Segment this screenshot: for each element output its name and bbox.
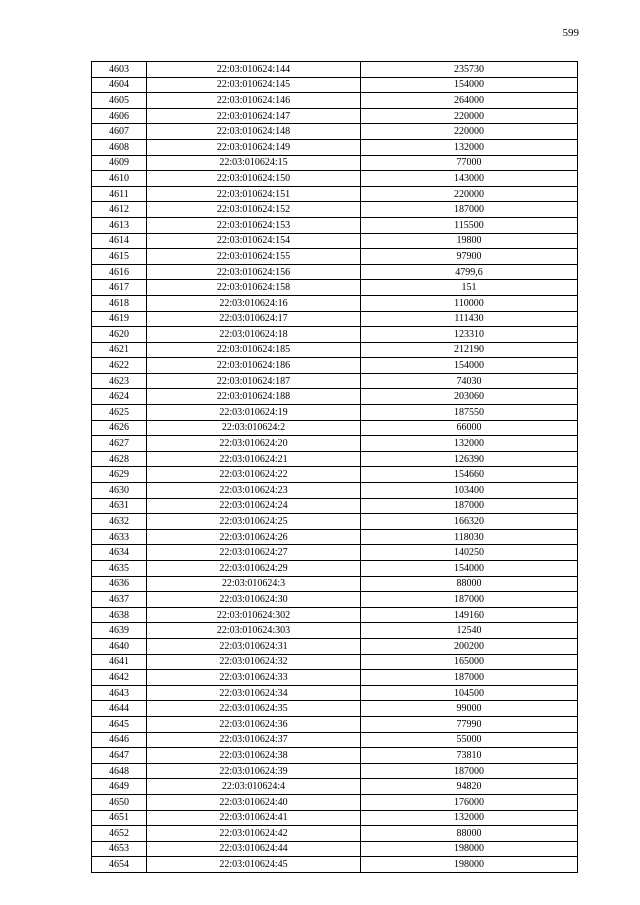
row-number-cell: 4653 (92, 841, 147, 857)
row-number-cell: 4638 (92, 607, 147, 623)
cadastral-number-cell: 22:03:010624:31 (147, 638, 361, 654)
table-row (92, 685, 578, 701)
row-number-cell: 4612 (92, 202, 147, 218)
cadastral-value-cell: 187000 (361, 670, 578, 686)
cadastral-value-cell: 55000 (361, 732, 578, 748)
cadastral-number-cell: 22:03:010624:156 (147, 264, 361, 280)
cadastral-number-cell: 22:03:010624:153 (147, 217, 361, 233)
cadastral-value-cell: 19800 (361, 233, 578, 249)
cadastral-value-cell: 110000 (361, 295, 578, 311)
cadastral-value-cell: 198000 (361, 841, 578, 857)
row-number-cell: 4645 (92, 716, 147, 732)
cadastral-value-cell: 143000 (361, 171, 578, 187)
table-row (92, 841, 578, 857)
table-row (92, 373, 578, 389)
cadastral-value-cell: 187000 (361, 763, 578, 779)
cadastral-value-cell: 126390 (361, 451, 578, 467)
row-number-cell: 4636 (92, 576, 147, 592)
cadastral-number-cell: 22:03:010624:303 (147, 623, 361, 639)
row-number-cell: 4634 (92, 545, 147, 561)
row-number-cell: 4613 (92, 217, 147, 233)
row-number-cell: 4643 (92, 685, 147, 701)
cadastral-value-cell: 154660 (361, 467, 578, 483)
cadastral-number-cell: 22:03:010624:152 (147, 202, 361, 218)
cadastral-number-cell: 22:03:010624:4 (147, 779, 361, 795)
cadastral-number-cell: 22:03:010624:37 (147, 732, 361, 748)
cadastral-number-cell: 22:03:010624:25 (147, 514, 361, 530)
cadastral-value-cell: 264000 (361, 93, 578, 109)
table-row (92, 93, 578, 109)
cadastral-number-cell: 22:03:010624:154 (147, 233, 361, 249)
row-number-cell: 4647 (92, 748, 147, 764)
cadastral-value-cell: 132000 (361, 810, 578, 826)
cadastral-value-cell: 187550 (361, 405, 578, 421)
row-number-cell: 4649 (92, 779, 147, 795)
cadastral-number-cell: 22:03:010624:147 (147, 108, 361, 124)
cadastral-value-cell: 187000 (361, 592, 578, 608)
cadastral-number-cell: 22:03:010624:27 (147, 545, 361, 561)
table-row (92, 171, 578, 187)
row-number-cell: 4618 (92, 295, 147, 311)
table-row (92, 623, 578, 639)
cadastral-number-cell: 22:03:010624:30 (147, 592, 361, 608)
cadastral-value-cell: 111430 (361, 311, 578, 327)
cadastral-value-cell: 220000 (361, 108, 578, 124)
row-number-cell: 4603 (92, 62, 147, 78)
table-row (92, 483, 578, 499)
cadastral-value-cell: 73810 (361, 748, 578, 764)
cadastral-number-cell: 22:03:010624:38 (147, 748, 361, 764)
cadastral-value-cell: 97900 (361, 249, 578, 265)
row-number-cell: 4642 (92, 670, 147, 686)
cadastral-value-cell: 115500 (361, 217, 578, 233)
cadastral-value-cell: 132000 (361, 436, 578, 452)
cadastral-number-cell: 22:03:010624:21 (147, 451, 361, 467)
row-number-cell: 4628 (92, 451, 147, 467)
table-row (92, 124, 578, 140)
cadastral-number-cell: 22:03:010624:145 (147, 77, 361, 93)
cadastral-value-cell: 103400 (361, 483, 578, 499)
row-number-cell: 4646 (92, 732, 147, 748)
table-row (92, 763, 578, 779)
table-row (92, 701, 578, 717)
cadastral-value-cell: 154000 (361, 77, 578, 93)
row-number-cell: 4605 (92, 93, 147, 109)
cadastral-value-cell: 154000 (361, 561, 578, 577)
cadastral-number-cell: 22:03:010624:187 (147, 373, 361, 389)
cadastral-number-cell: 22:03:010624:302 (147, 607, 361, 623)
table-row (92, 358, 578, 374)
cadastral-number-cell: 22:03:010624:26 (147, 529, 361, 545)
cadastral-number-cell: 22:03:010624:144 (147, 62, 361, 78)
page-number: 599 (562, 27, 579, 39)
cadastral-value-cell: 99000 (361, 701, 578, 717)
table-row (92, 467, 578, 483)
row-number-cell: 4620 (92, 327, 147, 343)
cadastral-number-cell: 22:03:010624:155 (147, 249, 361, 265)
cadastral-value-cell: 77990 (361, 716, 578, 732)
table-row (92, 233, 578, 249)
cadastral-number-cell: 22:03:010624:35 (147, 701, 361, 717)
cadastral-number-cell: 22:03:010624:3 (147, 576, 361, 592)
cadastral-number-cell: 22:03:010624:188 (147, 389, 361, 405)
row-number-cell: 4629 (92, 467, 147, 483)
cadastral-number-cell: 22:03:010624:34 (147, 685, 361, 701)
row-number-cell: 4639 (92, 623, 147, 639)
row-number-cell: 4641 (92, 654, 147, 670)
cadastral-number-cell: 22:03:010624:185 (147, 342, 361, 358)
cadastral-number-cell: 22:03:010624:150 (147, 171, 361, 187)
cadastral-number-cell: 22:03:010624:41 (147, 810, 361, 826)
row-number-cell: 4635 (92, 561, 147, 577)
cadastral-number-cell: 22:03:010624:24 (147, 498, 361, 514)
cadastral-value-cell: 166320 (361, 514, 578, 530)
row-number-cell: 4631 (92, 498, 147, 514)
table-row (92, 857, 578, 873)
table-row (92, 405, 578, 421)
table-row (92, 545, 578, 561)
table-row (92, 732, 578, 748)
row-number-cell: 4617 (92, 280, 147, 296)
cadastral-value-cell: 149160 (361, 607, 578, 623)
row-number-cell: 4650 (92, 794, 147, 810)
table-row (92, 108, 578, 124)
row-number-cell: 4652 (92, 826, 147, 842)
table-row (92, 810, 578, 826)
table-row (92, 592, 578, 608)
cadastral-value-cell: 212190 (361, 342, 578, 358)
cadastral-number-cell: 22:03:010624:20 (147, 436, 361, 452)
cadastral-number-cell: 22:03:010624:18 (147, 327, 361, 343)
table-row (92, 249, 578, 265)
cadastral-value-cell: 235730 (361, 62, 578, 78)
cadastral-value-cell: 12540 (361, 623, 578, 639)
table-row (92, 342, 578, 358)
cadastral-number-cell: 22:03:010624:2 (147, 420, 361, 436)
table-row (92, 498, 578, 514)
table-body (92, 62, 578, 873)
table-row (92, 638, 578, 654)
cadastral-number-cell: 22:03:010624:23 (147, 483, 361, 499)
table-row (92, 451, 578, 467)
row-number-cell: 4625 (92, 405, 147, 421)
table-row (92, 779, 578, 795)
cadastral-value-cell: 88000 (361, 826, 578, 842)
cadastral-value-cell: 220000 (361, 124, 578, 140)
row-number-cell: 4630 (92, 483, 147, 499)
table-row (92, 77, 578, 93)
row-number-cell: 4614 (92, 233, 147, 249)
cadastral-number-cell: 22:03:010624:15 (147, 155, 361, 171)
cadastral-number-cell: 22:03:010624:36 (147, 716, 361, 732)
cadastral-value-cell: 118030 (361, 529, 578, 545)
cadastral-number-cell: 22:03:010624:22 (147, 467, 361, 483)
table-row (92, 561, 578, 577)
cadastral-number-cell: 22:03:010624:151 (147, 186, 361, 202)
cadastral-value-cell: 220000 (361, 186, 578, 202)
table-row (92, 62, 578, 78)
cadastral-number-cell: 22:03:010624:148 (147, 124, 361, 140)
cadastral-number-cell: 22:03:010624:40 (147, 794, 361, 810)
row-number-cell: 4616 (92, 264, 147, 280)
cadastral-value-table (91, 61, 578, 873)
table-row (92, 264, 578, 280)
cadastral-value-cell: 94820 (361, 779, 578, 795)
table-row (92, 295, 578, 311)
cadastral-value-cell: 4799,6 (361, 264, 578, 280)
row-number-cell: 4633 (92, 529, 147, 545)
table-row (92, 716, 578, 732)
cadastral-number-cell: 22:03:010624:33 (147, 670, 361, 686)
row-number-cell: 4654 (92, 857, 147, 873)
row-number-cell: 4611 (92, 186, 147, 202)
table-row (92, 670, 578, 686)
cadastral-value-cell: 123310 (361, 327, 578, 343)
cadastral-value-cell: 154000 (361, 358, 578, 374)
cadastral-value-cell: 77000 (361, 155, 578, 171)
cadastral-value-cell: 165000 (361, 654, 578, 670)
cadastral-number-cell: 22:03:010624:16 (147, 295, 361, 311)
cadastral-value-cell: 198000 (361, 857, 578, 873)
row-number-cell: 4619 (92, 311, 147, 327)
row-number-cell: 4637 (92, 592, 147, 608)
cadastral-number-cell: 22:03:010624:32 (147, 654, 361, 670)
cadastral-value-cell: 176000 (361, 794, 578, 810)
table-row (92, 186, 578, 202)
row-number-cell: 4621 (92, 342, 147, 358)
row-number-cell: 4615 (92, 249, 147, 265)
cadastral-value-cell: 88000 (361, 576, 578, 592)
table-row (92, 436, 578, 452)
cadastral-value-cell: 187000 (361, 202, 578, 218)
cadastral-value-cell: 203060 (361, 389, 578, 405)
table-row (92, 389, 578, 405)
cadastral-value-cell: 200200 (361, 638, 578, 654)
cadastral-value-cell: 66000 (361, 420, 578, 436)
cadastral-value-cell: 140250 (361, 545, 578, 561)
cadastral-number-cell: 22:03:010624:39 (147, 763, 361, 779)
table-row (92, 327, 578, 343)
cadastral-number-cell: 22:03:010624:45 (147, 857, 361, 873)
row-number-cell: 4644 (92, 701, 147, 717)
row-number-cell: 4651 (92, 810, 147, 826)
table-row (92, 311, 578, 327)
table-row (92, 748, 578, 764)
cadastral-number-cell: 22:03:010624:146 (147, 93, 361, 109)
cadastral-number-cell: 22:03:010624:17 (147, 311, 361, 327)
row-number-cell: 4607 (92, 124, 147, 140)
cadastral-number-cell: 22:03:010624:186 (147, 358, 361, 374)
row-number-cell: 4622 (92, 358, 147, 374)
cadastral-number-cell: 22:03:010624:149 (147, 139, 361, 155)
table-row (92, 607, 578, 623)
cadastral-value-cell: 151 (361, 280, 578, 296)
table-row (92, 794, 578, 810)
row-number-cell: 4606 (92, 108, 147, 124)
table-row (92, 420, 578, 436)
row-number-cell: 4627 (92, 436, 147, 452)
table-row (92, 139, 578, 155)
row-number-cell: 4608 (92, 139, 147, 155)
row-number-cell: 4632 (92, 514, 147, 530)
cadastral-number-cell: 22:03:010624:29 (147, 561, 361, 577)
cadastral-value-cell: 132000 (361, 139, 578, 155)
cadastral-number-cell: 22:03:010624:19 (147, 405, 361, 421)
row-number-cell: 4648 (92, 763, 147, 779)
table-row (92, 280, 578, 296)
row-number-cell: 4626 (92, 420, 147, 436)
cadastral-value-cell: 74030 (361, 373, 578, 389)
table-row (92, 155, 578, 171)
row-number-cell: 4610 (92, 171, 147, 187)
cadastral-number-cell: 22:03:010624:42 (147, 826, 361, 842)
table-row (92, 529, 578, 545)
row-number-cell: 4623 (92, 373, 147, 389)
cadastral-value-cell: 104500 (361, 685, 578, 701)
cadastral-number-cell: 22:03:010624:158 (147, 280, 361, 296)
row-number-cell: 4624 (92, 389, 147, 405)
row-number-cell: 4604 (92, 77, 147, 93)
table-row (92, 826, 578, 842)
table-row (92, 217, 578, 233)
table-row (92, 514, 578, 530)
table-row (92, 654, 578, 670)
cadastral-number-cell: 22:03:010624:44 (147, 841, 361, 857)
table-row (92, 202, 578, 218)
cadastral-value-cell: 187000 (361, 498, 578, 514)
table-row (92, 576, 578, 592)
row-number-cell: 4640 (92, 638, 147, 654)
row-number-cell: 4609 (92, 155, 147, 171)
